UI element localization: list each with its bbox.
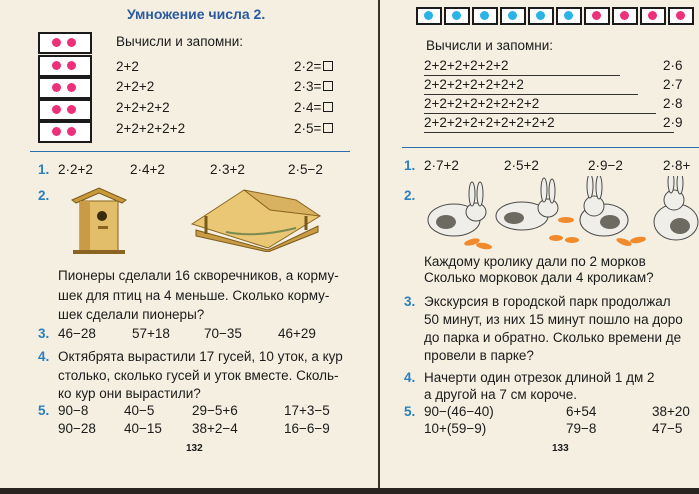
sum-2: 2+2+2+2+2+2+2	[424, 77, 524, 92]
task-5-number: 5.	[38, 403, 50, 418]
intro-text: Вычисли и запомни:	[426, 38, 554, 53]
task-3-line: Экскурсия в городской парк продолжал	[424, 294, 671, 309]
task-3-number: 3.	[404, 294, 416, 309]
task-3-line: до парка и обратно. Сколько времени де	[424, 330, 682, 345]
product-1: 2·2=	[294, 59, 333, 74]
dot-box-2x1	[38, 32, 92, 54]
task-2-line: Каждому кролику дали по 2 морков	[424, 254, 646, 269]
task-2-line: шек для птиц на 4 меньше. Сколько корму-	[58, 288, 330, 303]
task-2-line: Пионеры сделали 16 скворечников, а корму-	[58, 268, 339, 283]
task-3-item: 57+18	[132, 326, 170, 341]
task-5-item: 16−6−9	[284, 421, 330, 436]
page-number: 132	[186, 443, 203, 454]
dot-box-pink	[640, 7, 666, 25]
dot-box-cyan	[472, 7, 498, 25]
dot-box-2x4	[38, 99, 92, 121]
product-1: 2·6	[663, 58, 683, 73]
dot-box-pink	[584, 7, 610, 25]
dot-box-cyan	[416, 7, 442, 25]
product-2: 2·3=	[294, 79, 333, 94]
section-rule	[402, 147, 699, 148]
task-2-number: 2.	[404, 188, 416, 203]
answer-box[interactable]	[323, 123, 333, 133]
task-3-line: 50 минут, из них 15 минут пошло на доро	[424, 312, 683, 327]
book-edge	[0, 488, 699, 494]
task-5-item: 90−(46−40)	[424, 404, 494, 419]
task-2-number: 2.	[38, 188, 50, 203]
product-4: 2·9	[663, 115, 683, 130]
page-133	[380, 0, 699, 490]
task-5-item: 38+20	[652, 404, 690, 419]
sum-4: 2+2+2+2+2	[116, 121, 186, 136]
intro-text: Вычисли и запомни:	[116, 34, 244, 49]
task-4-number: 4.	[404, 370, 416, 385]
task-3-line: провели в парке?	[424, 348, 534, 363]
task-1-number: 1.	[404, 158, 416, 173]
task-2-line: Сколько морковок дали 4 кроликам?	[424, 270, 654, 285]
product-3: 2·8	[663, 96, 683, 111]
task-4-line: ко кур они вырастили?	[58, 386, 201, 401]
dot-box-2x2	[38, 55, 92, 77]
task-1-item: 2·9−2	[588, 158, 623, 173]
task-5-item: 90−8	[58, 403, 89, 418]
product-4: 2·5=	[294, 121, 333, 136]
sum-3: 2+2+2+2+2+2+2+2	[424, 96, 540, 111]
dot-box-pink	[668, 7, 694, 25]
birdhouse-illustration	[68, 186, 130, 256]
dot-box-cyan	[556, 7, 582, 25]
task-5-item: 90−28	[58, 421, 96, 436]
task-1-item: 2·4+2	[130, 162, 165, 177]
task-4-number: 4.	[38, 349, 50, 364]
task-5-number: 5.	[404, 404, 416, 419]
task-3-item: 70−35	[204, 326, 242, 341]
task-4-line: Начерти один отрезок длиной 1 дм 2	[424, 370, 655, 385]
sum-1: 2+2	[116, 59, 139, 74]
task-5-item: 17+3−5	[284, 403, 330, 418]
task-5-item: 6+54	[566, 404, 597, 419]
task-2-line: шек сделали пионеры?	[58, 307, 205, 322]
sum-3: 2+2+2+2	[116, 100, 170, 115]
answer-box[interactable]	[323, 61, 333, 71]
task-1-item: 2·2+2	[58, 162, 93, 177]
task-3-item: 46+29	[278, 326, 316, 341]
answer-box[interactable]	[323, 102, 333, 112]
task-4-line: а другой на 7 см короче.	[424, 387, 578, 402]
dot-box-pink	[612, 7, 638, 25]
sum-4: 2+2+2+2+2+2+2+2+2	[424, 115, 555, 130]
lesson-title: Умножение числа 2.	[127, 6, 266, 22]
page-number: 133	[552, 443, 569, 454]
task-1-item: 2·5+2	[504, 158, 539, 173]
task-3-number: 3.	[38, 326, 50, 341]
task-5-item: 40−15	[124, 421, 162, 436]
task-5-item: 40−5	[124, 403, 155, 418]
task-5-item: 38+2−4	[192, 421, 238, 436]
task-4-line: Октябрята вырастили 17 гусей, 10 уток, а кур	[58, 349, 343, 364]
sum-1: 2+2+2+2+2+2	[424, 58, 509, 73]
section-rule	[30, 151, 350, 152]
product-2: 2·7	[663, 77, 683, 92]
task-1-item: 2·8+	[663, 158, 691, 173]
task-4-line: столько, сколько гусей и уток вместе. Сколь-	[58, 368, 339, 383]
bird-feeder-illustration	[186, 186, 326, 252]
task-1-number: 1.	[38, 162, 50, 177]
rabbits-illustration	[424, 176, 699, 252]
dot-box-cyan	[500, 7, 526, 25]
dot-box-cyan	[528, 7, 554, 25]
answer-box[interactable]	[323, 81, 333, 91]
task-1-item: 2·7+2	[424, 158, 459, 173]
task-5-item: 29−5+6	[192, 403, 238, 418]
sum-2: 2+2+2	[116, 79, 155, 94]
dot-box-2x3	[38, 77, 92, 99]
task-5-item: 47−5	[652, 421, 683, 436]
product-3: 2·4=	[294, 100, 333, 115]
task-5-item: 10+(59−9)	[424, 421, 487, 436]
dot-box-cyan	[444, 7, 470, 25]
task-3-item: 46−28	[58, 326, 96, 341]
dot-box-2x5	[38, 121, 92, 143]
task-1-item: 2·3+2	[210, 162, 245, 177]
task-5-item: 79−8	[566, 421, 597, 436]
task-1-item: 2·5−2	[288, 162, 323, 177]
